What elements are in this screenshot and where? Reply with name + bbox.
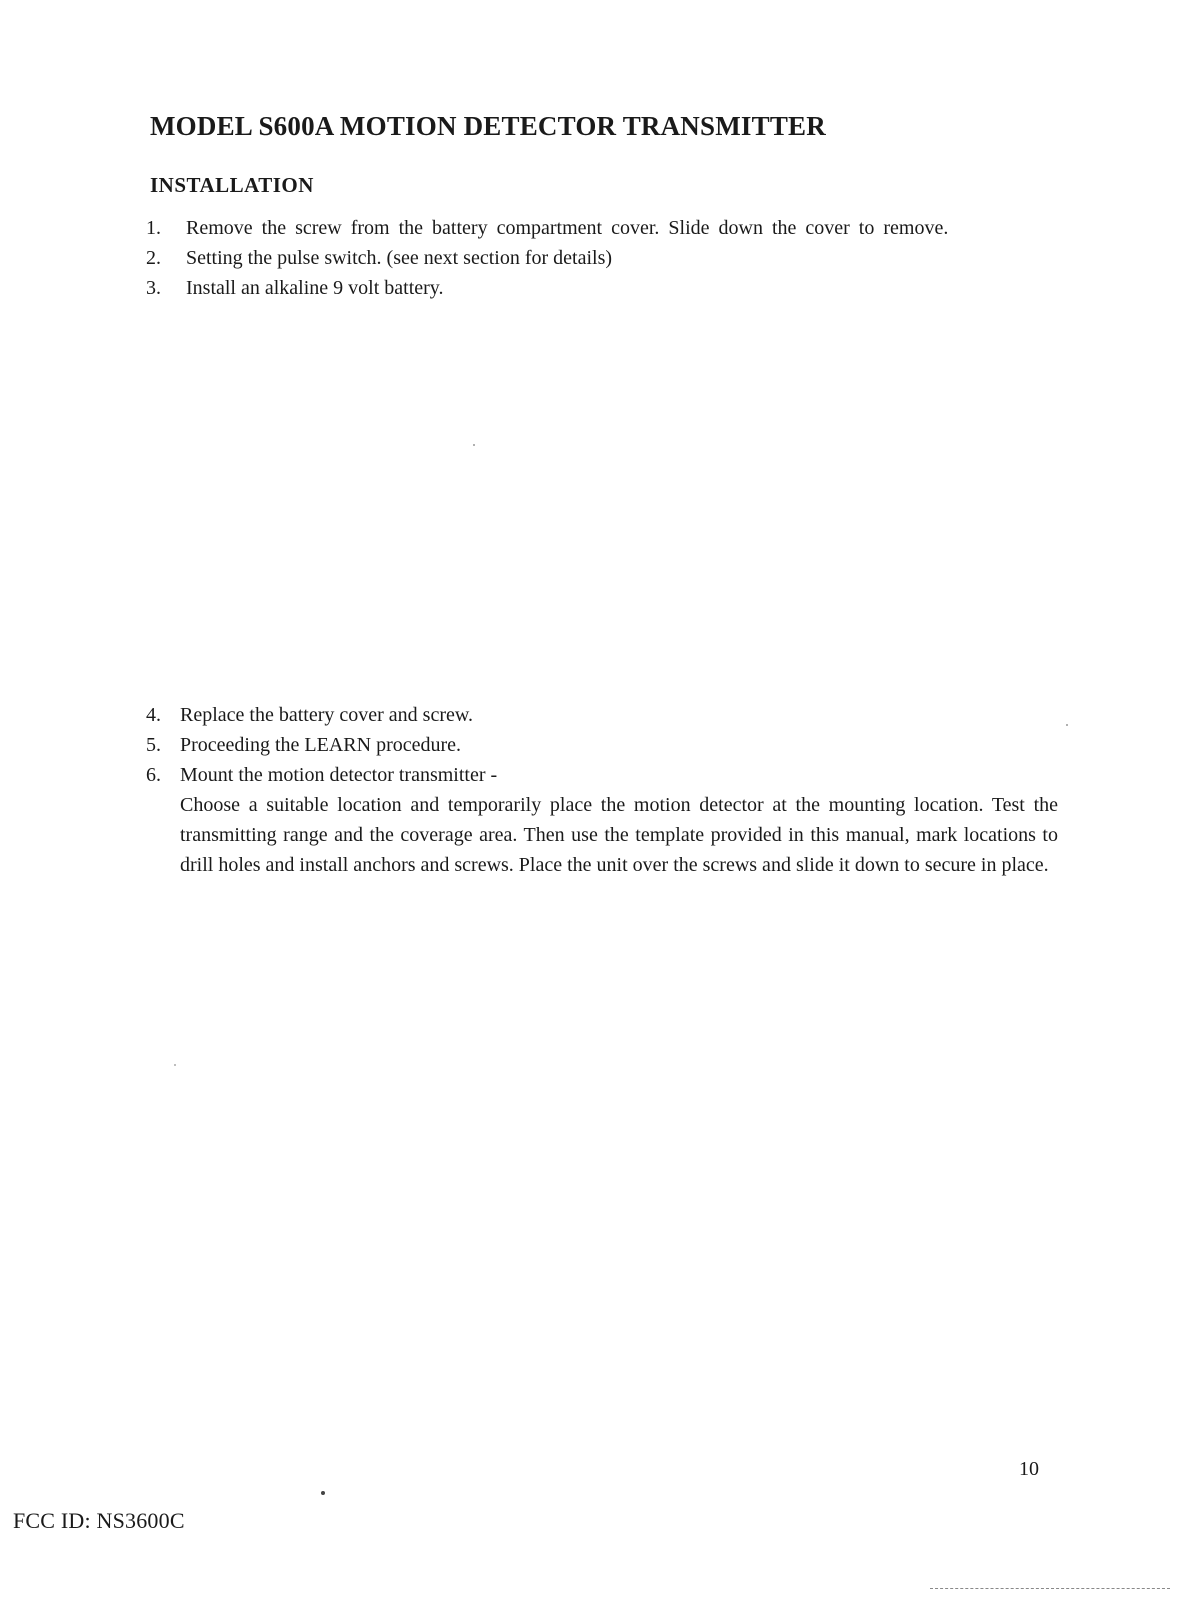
- step-number: 5.: [146, 734, 161, 756]
- scan-speck: [174, 1064, 176, 1066]
- step-text: Mount the motion detector transmitter -: [180, 764, 498, 786]
- step-number: 3.: [146, 277, 161, 299]
- scan-speck: [473, 444, 475, 446]
- step-text: Proceeding the LEARN procedure.: [180, 734, 462, 756]
- list-item-step-2: [146, 243, 1058, 273]
- step-number: 1.: [146, 217, 161, 239]
- scan-edge-line: [930, 1588, 1170, 1589]
- step-number: 4.: [146, 704, 161, 726]
- step-text: Install an alkaline 9 volt battery.: [186, 277, 444, 299]
- scan-speck: [321, 1491, 325, 1495]
- step-number: 6.: [146, 764, 161, 786]
- step-number: 2.: [146, 247, 161, 269]
- step-text: Remove the screw from the battery compartment cover. Slide down the cover to remove.: [186, 217, 949, 239]
- fcc-id-footer: FCC ID: NS3600C: [13, 1508, 185, 1533]
- section-heading-installation: INSTALLATION: [150, 173, 314, 198]
- list-item-step-6: [146, 760, 1058, 880]
- step-text: Setting the pulse switch. (see next section for details): [186, 247, 613, 269]
- page-number: 10: [1019, 1458, 1039, 1480]
- list-item-step-3: [146, 273, 1058, 303]
- list-item-step-1: [146, 213, 1058, 243]
- list-item-step-5: [146, 730, 1058, 760]
- step-text: Replace the battery cover and screw.: [180, 704, 473, 726]
- installation-steps-part-1: [146, 213, 1058, 303]
- scan-speck: [1066, 724, 1068, 726]
- list-item-step-4: [146, 700, 1058, 730]
- page-title: MODEL S600A MOTION DETECTOR TRANSMITTER: [150, 111, 826, 142]
- installation-steps-part-2: [146, 700, 1058, 880]
- step-detail-paragraph: Choose a suitable location and temporarily place the motion detector at the mounting location. Test the transmitting range and the coverage area. Then use the template provided in this manual, mark locations to drill holes and install anchors and screws. Place the unit over the screws and slide it down to secure in place.: [180, 794, 1058, 876]
